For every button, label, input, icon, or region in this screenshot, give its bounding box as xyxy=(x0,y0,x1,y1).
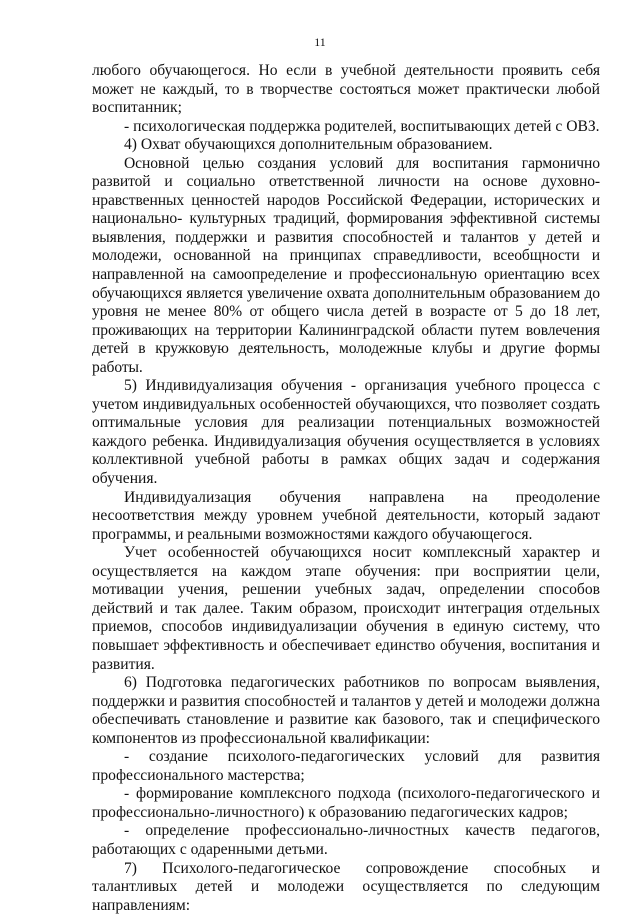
section-heading-4: 4) Охват обучающихся дополнительным образованием. xyxy=(124,136,493,154)
bullet-personal-qualities: - определение профессионально-личностных качеств педагогов, работающих с одаренными детьми. xyxy=(92,822,600,858)
paragraph-accounting-features: Учет особенностей обучающихся носит комплексный характер и осуществляется на каждом этапе обучения: при восприятии цели, мотивации учения, решении учебных задач, определении способов действий и так далее. Таким образом, происходит интеграция отдельных приемов, способов индивидуализации обучения в единую систему, что повышает эффективность и обеспечивает единство обучения, воспитания и развития. xyxy=(92,544,600,673)
section-6-teacher-training: 6) Подготовка педагогических работников по вопросам выявления, поддержки и развития способностей и талантов у детей и молодежи должна обеспечивать становление и развитие как базового, так и специфического компонентов из профессиональной квалификации: xyxy=(92,674,600,747)
paragraph-individualization-purpose: Индивидуализация обучения направлена на преодоление несоответствия между уровнем учебной деятельности, который задают программы, и реальными возможностями каждого обучающегося. xyxy=(92,488,600,543)
paragraph-continuation: любого обучающегося. Но если в учебной деятельности проявить себя может не каждый, то в творчестве состояться может практически любой воспитанник; xyxy=(92,62,600,117)
paragraph-main-goal: Основной целью создания условий для воспитания гармонично развитой и социально ответственной личности на основе духовно-нравственных ценностей народов Российской Федерации, исторических и национально- культурных традиций, формирования эффективной системы выявления, поддержки и развития способностей и талантов у детей и молодежи, основанной на принципах справедливости, всеобщности и направленной на самоопределение и профессиональную ориентацию всех обучающихся является увеличение охвата дополнительным образованием до уровня не менее 80% от общего числа детей в возрасте от 5 до 18 лет, проживающих на территории Калининградской области путем вовлечения детей в кружковую деятельность, молодежные клубы и другие формы работы. xyxy=(92,154,600,376)
page-number: 11 xyxy=(314,35,326,49)
bullet-complex-approach: - формирование комплексного подхода (психолого-педагогического и профессионально-личностного) к образованию педагогических кадров; xyxy=(92,785,600,821)
document-body xyxy=(92,62,600,915)
section-5-individualization: 5) Индивидуализация обучения - организация учебного процесса с учетом индивидуальных особенностей обучающихся, что позволяет создать оптимальные условия для реализации потенциальных возможностей каждого ребенка. Индивидуализация обучения осуществляется в условиях коллективной учебной работы в рамках общих задач и содержания обучения. xyxy=(92,377,600,488)
bullet-psych-conditions: - создание психолого-педагогических условий для развития профессионального мастерства; xyxy=(92,748,600,784)
section-7-support: 7) Психолого-педагогическое сопровождение способных и талантливых детей и молодежи осуществляется по следующим направлениям: xyxy=(92,859,600,914)
bullet-parent-support: - психологическая поддержка родителей, воспитывающих детей с ОВЗ. xyxy=(124,117,600,135)
